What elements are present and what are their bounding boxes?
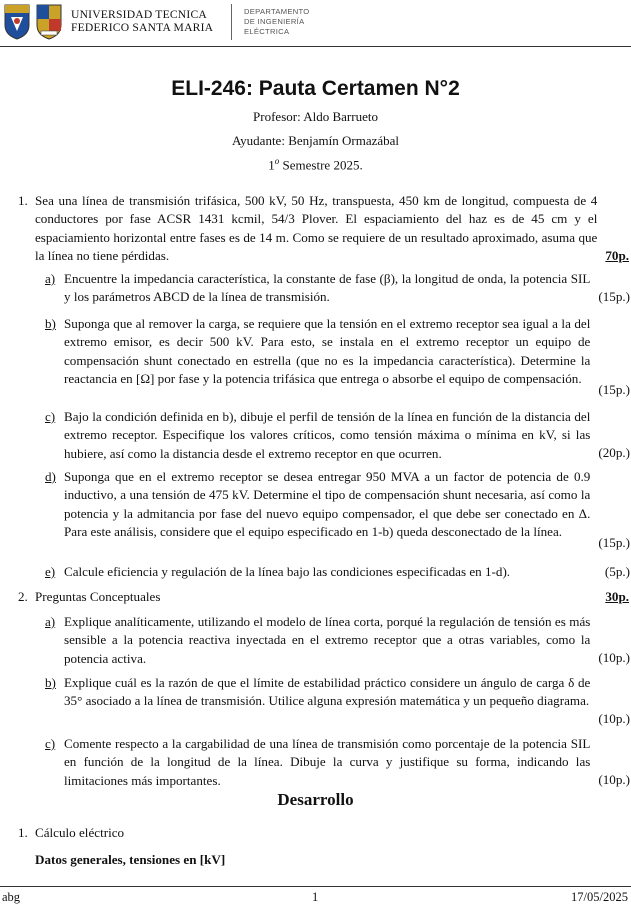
dev-item-number: 1. [18,825,28,840]
question-1 [35,192,629,266]
section-title: Desarrollo [277,790,354,809]
university-name-line2: FEDERICO SANTA MARIA [71,20,214,34]
q1-part-c-text: Bajo la condición definida en b), dibuje el perfil de tensión de la línea en función de la distancia del extremo receptor. Especifique los valores críticos, como tensión máxima o mínima en kV, si las hubiere, así como la distancia desde el extremo receptor en que ocurren. [64,409,591,461]
q2-part-b [64,674,630,728]
page-header [0,0,631,48]
q1-part-b-points: (15p.) [598,382,630,397]
q1-part-b [64,315,630,399]
question-2-number: 2. [18,589,28,604]
department-line2: DE INGENIERÍA [244,17,305,26]
q1-part-a-points: (15p.) [598,289,630,304]
q1-part-a-text: Encuentre la impedancia característica, la constante de fase (β), la longitud de onda, la potencia SIL y los parámetros ABCD de la línea de transmisión. [64,271,591,305]
q2-part-b-text: Explique cuál es la razón de que el límite de estabilidad práctico considere un ángulo de carga δ de 35° asociado a la línea de transmisión. Utilice alguna expresión matemática y un pequeño diagrama. [64,675,591,709]
semester-line [0,156,631,173]
university-crest-left [3,3,31,41]
footer-author: abg [2,890,21,904]
footer-rule [0,886,631,887]
question-1-text: Sea una línea de transmisión trifásica, 500 kV, 50 Hz, transpuesta, 450 km de longitud, compuesta de 4 conductores por fase ACSR 1431 kcmil, 54/3 Plover. El espaciamiento del haz es de 45 cm y el espaciamiento horizontal entre fases es de 14 m. Como se requiere de un resultado aproximado, asuma que la línea no tiene pérdidas. [35,193,598,264]
university-name [71,9,213,34]
q1-part-a [64,270,630,307]
document-title: ELI-246: Pauta Certamen N°2 [171,77,460,100]
page-number: 1 [312,890,319,904]
department-line3: ELÉCTRICA [244,27,290,36]
q2-part-c-points: (10p.) [598,772,630,787]
question-2-text: Preguntas Conceptuales [35,589,161,604]
q2-part-b-label: b) [45,675,56,690]
q1-part-d [64,468,630,552]
q1-part-a-label: a) [45,271,56,286]
q2-part-b-points: (10p.) [598,711,630,726]
q1-part-e-text: Calcule eficiencia y regulación de la línea bajo las condiciones especificadas en 1-d). [64,564,511,579]
department-line1: DEPARTAMENTO [244,7,310,16]
question-2 [35,588,629,606]
q2-part-c-text: Comente respecto a la cargabilidad de una línea de transmisión como porcentaje de la potencia SIL en función de la longitud de la línea. Dibuje la curva y justifique su forma, indicando las limitaciones más importantes. [64,736,591,788]
question-1-points: 70p. [605,248,629,263]
university-crest-right [35,3,63,41]
q1-part-e-label: e) [45,564,56,579]
q2-part-a-points: (10p.) [598,650,630,665]
q2-part-a-text: Explique analíticamente, utilizando el modelo de línea corta, porqué la regulación de tensión es más sensible a la potencia reactiva inyectada en el extremo receptor que a otras variables, como la potencia activa. [64,614,591,666]
footer-date: 17/05/2025 [571,890,628,904]
q2-part-a [64,613,630,668]
semester-superscript: o [274,156,280,166]
q1-part-e [64,563,630,581]
q1-part-c-points: (20p.) [598,445,630,460]
q1-part-d-label: d) [45,469,56,484]
q2-part-a-label: a) [45,614,56,629]
dev-item-text: Cálculo eléctrico [35,825,125,840]
q1-part-e-points: (5p.) [604,564,630,579]
q1-part-b-label: b) [45,316,56,331]
semester-text: Semestre 2025. [279,157,363,173]
header-divider [231,4,232,40]
semester-number: 1 [268,157,275,173]
professor-line: Profesor: Aldo Barrueto [253,109,378,124]
q1-part-b-text: Suponga que al remover la carga, se requiere que la tensión en el extremo receptor sea igual a la del extremo emisor, es decir 500 kV. Para esto, se instala en el extremo receptor un equipo de compensación shunt conectado en estrella (que no es la impedancia característica). Determine la reactancia en [Ω] por fase y la potencia trifásica que entrega o absorbe el equipo de compensación. [64,316,591,387]
q1-part-c-label: c) [45,409,56,424]
q1-part-d-points: (15p.) [598,535,630,550]
q1-part-c [64,408,630,463]
assistant-line: Ayudante: Benjamín Ormazábal [231,133,400,148]
department-name [244,7,309,37]
q2-part-c [64,735,630,790]
question-2-points: 30p. [605,589,629,604]
dev-subheading: Datos generales, tensiones en [kV] [35,852,226,867]
header-rule [0,46,631,47]
q1-part-d-text: Suponga que en el extremo receptor se desea entregar 950 MVA a un factor de potencia de 0.9 inductivo, a una tensión de 475 kV. Determine el tipo de compensación shunt necesaria, así como la potencia y la admitancia por fase del nuevo equipo compensador, el que debe ser conectado en Δ. Para este análisis, considere que el equipo especificado en 1-b) queda desconectado de la línea. [64,469,591,540]
q2-part-c-label: c) [45,736,56,751]
question-1-number: 1. [18,193,28,208]
university-name-line1: UNIVERSIDAD TECNICA [71,8,207,21]
